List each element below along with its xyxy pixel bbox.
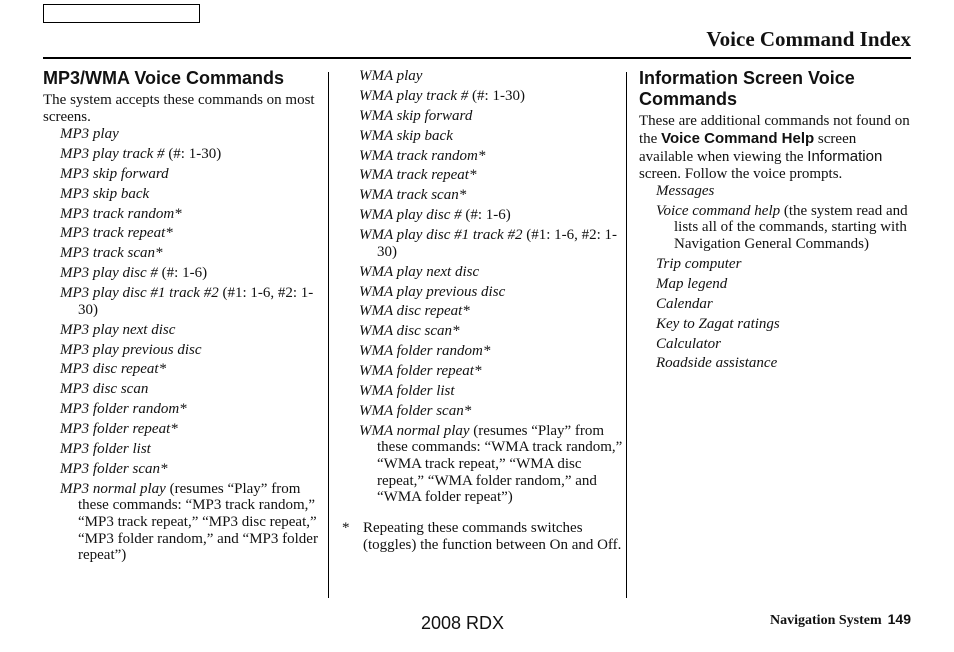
mp3-section-title: MP3/WMA Voice Commands bbox=[43, 68, 285, 88]
command-item bbox=[60, 441, 325, 458]
command-name: MP3 track random* bbox=[60, 205, 182, 222]
command-item bbox=[60, 481, 325, 564]
command-name: WMA folder list bbox=[359, 382, 455, 399]
command-name: WMA folder random* bbox=[359, 343, 491, 360]
command-item bbox=[359, 108, 624, 125]
header-tab-box bbox=[43, 4, 200, 23]
command-item bbox=[359, 187, 624, 204]
command-name: WMA skip back bbox=[359, 127, 453, 144]
command-item bbox=[656, 296, 911, 313]
command-note: (#: 1-30) bbox=[468, 87, 525, 104]
command-name: MP3 skip forward bbox=[60, 165, 169, 182]
command-name: MP3 disc scan bbox=[60, 381, 149, 398]
command-name: WMA track random* bbox=[359, 147, 486, 164]
mp3-column bbox=[43, 68, 325, 567]
command-item bbox=[656, 355, 911, 372]
command-item bbox=[359, 423, 624, 506]
command-item bbox=[60, 421, 325, 438]
command-item bbox=[359, 363, 624, 380]
command-item bbox=[656, 203, 911, 253]
command-name: WMA disc repeat* bbox=[359, 303, 470, 320]
command-item bbox=[60, 206, 325, 223]
command-item bbox=[60, 186, 325, 203]
info-section-title: Information Screen Voice Commands bbox=[639, 68, 855, 109]
command-name: MP3 disc repeat* bbox=[60, 361, 167, 378]
command-name: WMA folder repeat* bbox=[359, 363, 482, 380]
command-name: MP3 folder scan* bbox=[60, 460, 168, 477]
command-item bbox=[359, 148, 624, 165]
command-name: Messages bbox=[656, 183, 715, 199]
command-item bbox=[359, 303, 624, 320]
wma-command-list bbox=[342, 68, 624, 506]
command-name: WMA track repeat* bbox=[359, 167, 477, 184]
command-item bbox=[656, 316, 911, 333]
command-item bbox=[359, 383, 624, 400]
command-item bbox=[359, 207, 624, 224]
command-note: (#1: 1-6, #2: 1-30) bbox=[78, 285, 314, 318]
command-name: MP3 play previous disc bbox=[60, 341, 202, 358]
command-item bbox=[60, 342, 325, 359]
command-item bbox=[60, 166, 325, 183]
info-intro bbox=[639, 113, 911, 183]
command-name: MP3 play disc #1 track #2 bbox=[60, 285, 219, 302]
footer-page-info bbox=[770, 611, 911, 629]
command-note: (#: 1-30) bbox=[164, 145, 222, 162]
command-item bbox=[60, 361, 325, 378]
command-item bbox=[359, 167, 624, 184]
command-item bbox=[656, 183, 911, 200]
info-intro-text: These are additional commands not found on the bbox=[639, 113, 910, 147]
repeat-footnote bbox=[342, 520, 624, 554]
wma-column bbox=[342, 68, 624, 554]
command-name: MP3 folder repeat* bbox=[60, 421, 178, 438]
footnote-mark: * bbox=[342, 519, 350, 536]
command-name: MP3 track repeat* bbox=[60, 225, 173, 242]
mp3-intro: The system accepts these commands on most screens. bbox=[43, 92, 315, 125]
command-name: WMA track scan* bbox=[359, 187, 467, 204]
command-name: Trip computer bbox=[656, 255, 742, 272]
command-name: MP3 play bbox=[60, 126, 119, 142]
command-item bbox=[359, 88, 624, 105]
command-name: Map legend bbox=[656, 275, 728, 292]
command-name: Roadside assistance bbox=[656, 355, 778, 372]
info-intro-text: screen. Follow the voice prompts. bbox=[639, 166, 843, 182]
command-note: (#1: 1-6, #2: 1-30) bbox=[377, 227, 618, 260]
column-divider bbox=[328, 72, 329, 598]
command-note: (the system read and lists all of the commands, starting with Navigation General Commands) bbox=[674, 202, 908, 253]
header-rule bbox=[43, 57, 911, 59]
voice-command-help-term: Voice Command Help bbox=[661, 130, 815, 147]
command-name: MP3 play track # bbox=[60, 145, 165, 162]
info-command-list bbox=[639, 183, 911, 372]
command-item bbox=[60, 126, 325, 143]
command-name: WMA play bbox=[359, 68, 423, 84]
command-name: WMA play disc # bbox=[359, 207, 462, 224]
command-item bbox=[656, 276, 911, 293]
column-divider bbox=[626, 72, 627, 598]
command-item bbox=[60, 146, 325, 163]
command-note: (#: 1-6) bbox=[461, 207, 511, 224]
command-item bbox=[359, 343, 624, 360]
information-term: Information bbox=[807, 148, 883, 165]
command-note: (resumes “Play” from these commands: “MP3 track random,” “MP3 track repeat,” “MP3 disc repeat,” “MP3 folder random,” and “MP3 folder repeat”) bbox=[78, 480, 318, 564]
command-name: Voice command help bbox=[656, 202, 781, 219]
command-name: MP3 skip back bbox=[60, 185, 150, 202]
command-item bbox=[359, 323, 624, 340]
command-name: WMA play previous disc bbox=[359, 283, 506, 300]
command-item bbox=[60, 401, 325, 418]
command-name: WMA play disc #1 track #2 bbox=[359, 227, 523, 244]
command-item bbox=[60, 265, 325, 282]
footer-section: Navigation System bbox=[770, 613, 882, 628]
command-name: Key to Zagat ratings bbox=[656, 315, 780, 332]
command-name: MP3 play next disc bbox=[60, 321, 176, 338]
command-item bbox=[656, 256, 911, 273]
command-name: MP3 folder list bbox=[60, 440, 151, 457]
command-item bbox=[60, 245, 325, 262]
command-name: WMA skip forward bbox=[359, 107, 473, 124]
command-name: WMA play next disc bbox=[359, 263, 480, 280]
info-intro-text: screen available when viewing the bbox=[639, 131, 857, 165]
command-item bbox=[359, 264, 624, 281]
command-note: (resumes “Play” from these commands: “WMA track random,” “WMA track repeat,” “WMA disc repeat,” “WMA folder random,” and “WMA folder repeat”) bbox=[377, 422, 623, 506]
command-name: WMA play track # bbox=[359, 87, 469, 104]
command-item bbox=[60, 225, 325, 242]
mp3-command-list bbox=[43, 126, 325, 564]
command-name: Calculator bbox=[656, 335, 722, 352]
command-name: WMA normal play bbox=[359, 422, 470, 439]
command-item bbox=[60, 322, 325, 339]
page-number: 149 bbox=[887, 611, 911, 627]
info-column bbox=[639, 68, 911, 375]
page-title: Voice Command Index bbox=[706, 27, 911, 51]
command-name: MP3 play disc # bbox=[60, 265, 158, 282]
command-item bbox=[60, 285, 325, 318]
footer-model: 2008 RDX bbox=[421, 613, 505, 633]
command-item bbox=[359, 68, 624, 85]
command-name: MP3 track scan* bbox=[60, 245, 163, 262]
command-item bbox=[60, 381, 325, 398]
command-item bbox=[656, 336, 911, 353]
footnote-text: Repeating these commands switches (toggles) the function between On and Off. bbox=[363, 519, 622, 553]
command-item bbox=[60, 461, 325, 478]
command-item bbox=[359, 284, 624, 301]
command-name: MP3 normal play bbox=[60, 480, 166, 497]
command-item bbox=[359, 403, 624, 420]
command-name: Calendar bbox=[656, 295, 713, 312]
command-note: (#: 1-6) bbox=[157, 265, 208, 282]
command-name: WMA disc scan* bbox=[359, 323, 460, 340]
command-name: WMA folder scan* bbox=[359, 402, 472, 419]
command-item bbox=[359, 128, 624, 145]
command-name: MP3 folder random* bbox=[60, 401, 187, 418]
command-item bbox=[359, 227, 624, 260]
